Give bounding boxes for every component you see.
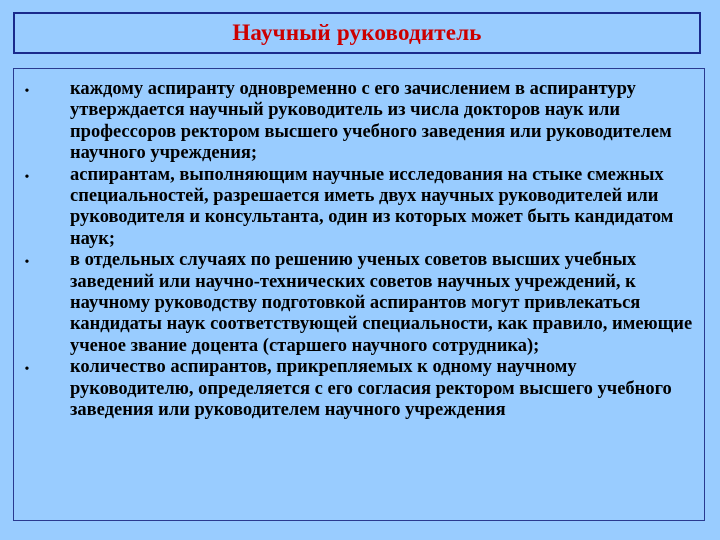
bullet-list <box>14 79 704 422</box>
bullet-icon: • <box>24 362 30 378</box>
slide-title: Научный руководитель <box>232 20 482 45</box>
bullet-icon: • <box>24 255 30 271</box>
bullet-item <box>14 79 704 165</box>
bullet-text: аспирантам, выполняющим научные исследования на стыке смежных специальностей, разрешается иметь двух научных руководителей или руководителя и консультанта, один из которых может быть кандидатом наук; <box>70 164 674 249</box>
content-box <box>13 68 705 521</box>
bullet-text: в отдельных случаях по решению ученых советов высших учебных заведений или научно-технических советов научных учреждений, к научному руководству подготовкой аспирантов могут привлекаться кандидаты наук соответствующей специальности, как правило, имеющие ученое звание доцента (старшего научного сотрудника); <box>70 250 693 356</box>
bullet-text: каждому аспиранту одновременно с его зачислением в аспирантуру утверждается научный руководитель из числа докторов наук или профессоров ректором высшего учебного заведения или руководителем научного учреждения; <box>70 79 672 164</box>
bullet-item <box>14 165 704 251</box>
bullet-icon: • <box>24 84 30 99</box>
bullet-item <box>14 357 704 421</box>
bullet-text: количество аспирантов, прикрепляемых к одному научному руководителю, определяется с его согласия ректором высшего учебного заведения или руководителем научного учреждения <box>70 357 672 421</box>
bullet-item <box>14 250 704 357</box>
title-box <box>13 12 701 54</box>
bullet-icon: • <box>24 169 30 185</box>
